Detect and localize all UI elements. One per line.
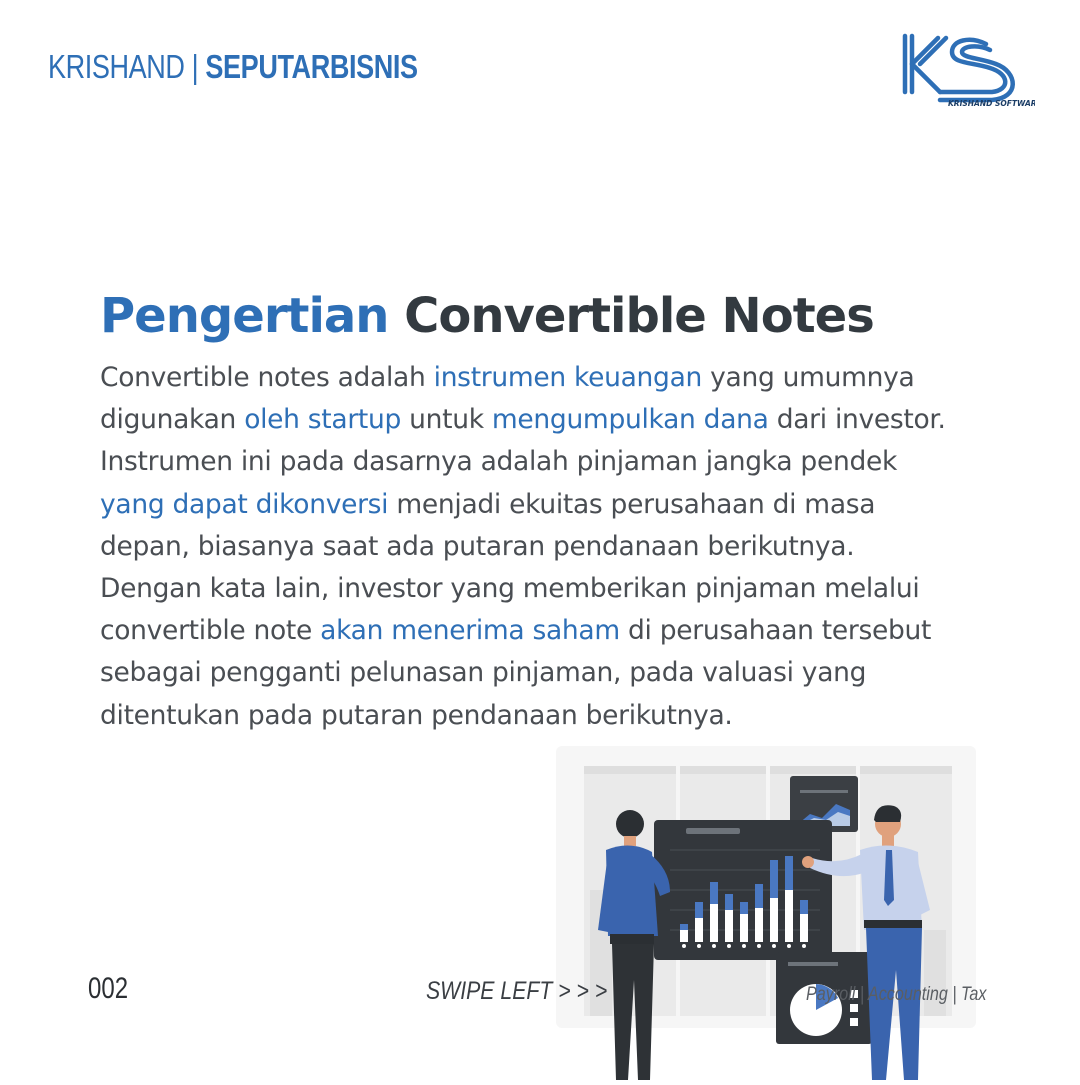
logo-tagline: KRISHAND SOFTWARE xyxy=(948,99,1035,107)
service-tags: Payroll | Accounting | Tax xyxy=(806,984,987,1005)
body-line: ditentukan pada putaran pendanaan berikutnya. xyxy=(100,699,733,731)
body-line: sebagai pengganti pelunasan pinjaman, pada valuasi yang xyxy=(100,657,867,689)
highlight-text: instrumen keuangan xyxy=(433,362,702,393)
header-brand xyxy=(48,48,418,86)
title-accent: Pengertian xyxy=(100,288,389,344)
page-title xyxy=(100,288,874,344)
body-paragraph xyxy=(100,357,1020,737)
business-presentation-illustration xyxy=(520,740,990,1080)
highlight-text: yang dapat dikonversi xyxy=(100,488,389,520)
highlight-text: oleh startup xyxy=(244,404,402,436)
body-line: digunakan oleh startup untuk mengumpulkan dana dari investor. xyxy=(100,404,946,436)
brand-name: KRISHAND xyxy=(48,48,185,85)
swipe-hint: SWIPE LEFT > > > xyxy=(426,977,608,1005)
body-line: Convertible notes adalah instrumen keuangan yang umumnya xyxy=(100,362,915,393)
body-line: depan, biasanya saat ada putaran pendanaan berikutnya. xyxy=(100,530,855,562)
highlight-text: akan menerima saham xyxy=(320,615,620,647)
brand-separator: | xyxy=(184,48,206,85)
body-line: yang dapat dikonversi menjadi ekuitas perusahaan di masa xyxy=(100,488,876,520)
body-line: convertible note akan menerima saham di perusahaan tersebut xyxy=(100,615,932,647)
brand-section: SEPUTARBISNIS xyxy=(205,48,418,85)
krishand-software-logo xyxy=(900,32,1035,107)
highlight-text: mengumpulkan dana xyxy=(491,404,769,436)
body-line: Dengan kata lain, investor yang memberikan pinjaman melalui xyxy=(100,573,920,605)
title-main: Convertible Notes xyxy=(404,288,874,344)
body-line: Instrumen ini pada dasarnya adalah pinjaman jangka pendek xyxy=(100,446,898,478)
page-number: 002 xyxy=(88,972,129,1005)
